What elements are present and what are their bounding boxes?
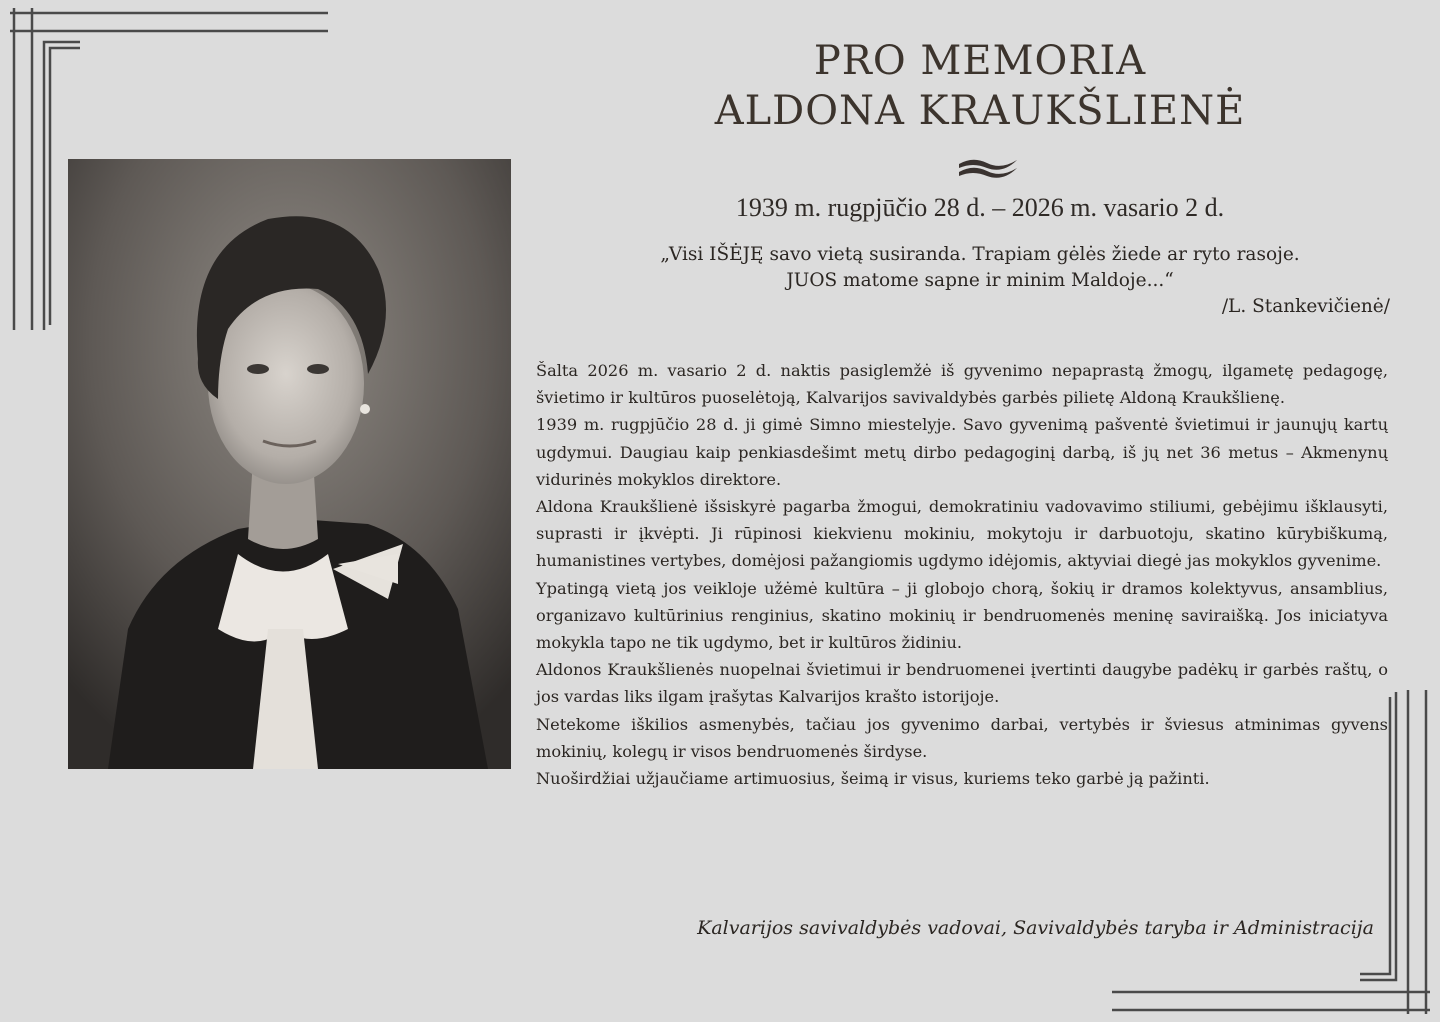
obituary-text (536, 357, 1388, 792)
title-line-1: PRO MEMORIA (813, 38, 1147, 84)
portrait-photo (68, 159, 511, 769)
title-line-2: ALDONA KRAUKŠLIENĖ (714, 88, 1246, 134)
quote-line-1: „Visi IŠĖJĘ savo vietą susiranda. Trapiam gėlės žiede ar ryto rasoje. (660, 244, 1300, 265)
memorial-quote (540, 242, 1420, 294)
quote-line-2: JUOS matome sapne ir minim Maldoje...“ (786, 270, 1174, 291)
obituary-paragraph: Aldonos Kraukšlienės nuopelnai švietimui ir bendruomenei įvertinti daugybe padėkų ir garbės raštų, o jos vardas liks ilgam įrašytas Kalvarijos krašto istorijoje. (536, 660, 1388, 707)
wave-ornament-icon (957, 154, 1019, 184)
obituary-paragraph: Nuoširdžiai užjaučiame artimuosius, šeimą ir visus, kuriems teko garbė ją pažinti. (536, 769, 1210, 789)
obituary-paragraph: Netekome iškilios asmenybės, tačiau jos gyvenimo darbai, vertybės ir šviesus atminimas gyvens mokinių, kolegų ir visos bendruomenės širdyse. (536, 714, 1388, 761)
signature: Kalvarijos savivaldybės vadovai, Savivaldybės taryba ir Administracija (697, 917, 1374, 939)
obituary-paragraph: Ypatingą vietą jos veikloje užėmė kultūra – ji globojo chorą, šokių ir dramos kolektyvus, ansamblius, organizavo kultūrinius renginius, skatino mokinių ir bendruomenės meninę saviraišką. Jos iniciatyva mokykla tapo ne tik ugdymo, bet ir kultūros židiniu. (536, 578, 1388, 653)
quote-author: /L. Stankevičienė/ (1221, 296, 1390, 317)
obituary-paragraph: Šalta 2026 m. vasario 2 d. naktis pasiglemžė iš gyvenimo nepaprastą žmogų, ilgametę pedagogę, švietimo ir kultūros puoselėtoją, Kalvarijos savivaldybės garbės pilietę Aldoną Kraukšlienę. (536, 361, 1388, 408)
obituary-paragraph: 1939 m. rugpjūčio 28 d. ji gimė Simno miestelyje. Savo gyvenimą pašventė švietimui ir jaunųjų kartų ugdymui. Daugiau kaip penkiasdešimt metų dirbo pedagoginį darbą, iš jų net 36 metus – Akmenynų vidurinės mokyklos direktore. (536, 415, 1388, 489)
page-title (560, 36, 1400, 136)
life-dates: 1939 m. rugpjūčio 28 d. – 2026 m. vasario 2 d. (735, 193, 1225, 222)
obituary-paragraph: Aldona Kraukšlienė išsiskyrė pagarba žmogui, demokratiniu vadovavimo stiliumi, gebėjimu išklausyti, suprasti ir įkvėpti. Ji rūpinosi kiekvienu mokiniu, mokytoju ir darbuotoju, skatino kūrybiškumą, humanistines vertybes, domėjosi pažangiomis ugdymo idėjomis, aktyviai diegė jas mokyklos gyvenime. (536, 497, 1388, 571)
